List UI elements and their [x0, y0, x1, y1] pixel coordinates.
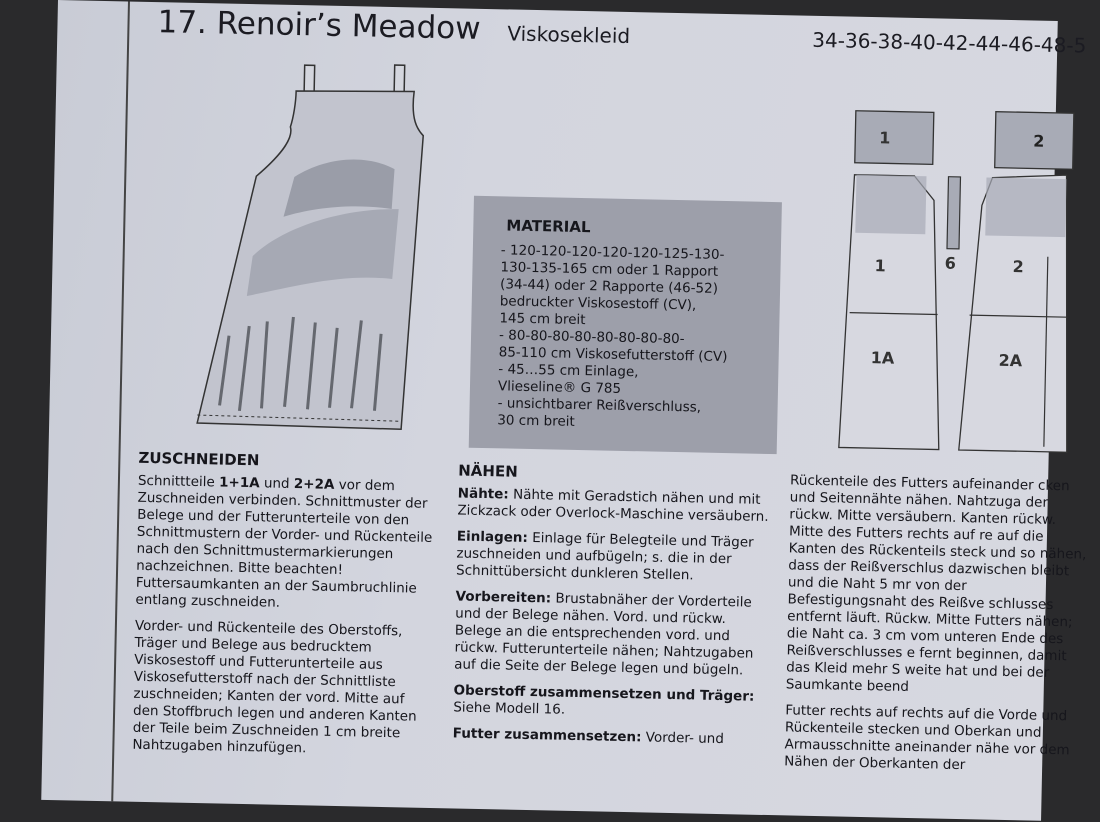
text-run: Nähte mit Geradstich nähen und mit Zickzack oder Overlock-Maschine versäubern.	[457, 486, 769, 525]
pattern-label: 1A	[870, 348, 895, 368]
material-box	[469, 196, 782, 454]
text-run-bold: 2+2A	[293, 476, 335, 493]
pattern-label: 2	[1033, 131, 1045, 151]
paragraph	[456, 528, 775, 586]
material-line: - 45…55 cm Einlage,	[498, 361, 639, 381]
material-title: MATERIAL	[506, 216, 591, 237]
naehen-section	[452, 462, 776, 758]
paragraph	[454, 588, 774, 680]
page-subtitle: Viskosekleid	[507, 21, 631, 48]
paragraph	[457, 485, 776, 526]
text-run-bold: Einlagen:	[456, 528, 529, 546]
material-list	[497, 242, 781, 435]
text-run-bold: Nähte:	[457, 485, 509, 503]
material-line: Vlieseline® G 785	[497, 378, 622, 397]
text-run: Schnittteile	[137, 472, 220, 491]
pattern-pieces	[839, 103, 1086, 458]
size-range: 34-36-38-40-42-44-46-48-5	[812, 27, 1087, 58]
magazine-page	[41, 0, 1087, 821]
material-line: 85-110 cm Viskosefutterstoff (CV)	[498, 344, 728, 366]
text-run: Siehe Modell 16.	[453, 699, 566, 718]
text-run: und	[259, 475, 295, 493]
pattern-label: 1	[879, 128, 891, 148]
pattern-label: 2	[1012, 257, 1024, 277]
text-run-bold: 1+1A	[218, 474, 260, 492]
paragraph	[453, 725, 771, 749]
material-line: - 120-120-120-120-120-125-130-	[500, 242, 725, 264]
text-run: Einlage für Belegteile und Träger zuschneiden und aufbügeln; s. die in der Schnittübersicht dunkleren Stellen.	[455, 529, 754, 584]
pattern-label: 1	[874, 256, 886, 276]
text-run-bold: Futter zusammensetzen:	[452, 725, 642, 746]
material-line: - 80-80-80-80-80-80-80-80-	[498, 327, 685, 348]
text-run: vor dem Zuschneiden verbinden. Schnittmuster der Belege und der Futterunterteile von den Schnittmustern der Vorder- und Rückenteile nach den Schnittmustermarkierungen nachzeichnen. Bitte beachten! Futtersaumkanten an der Saumbruchlinie entlang zuschneiden.	[135, 476, 433, 611]
text-run: Vorder- und	[641, 729, 725, 748]
page-margin-line	[111, 1, 130, 801]
right-column	[784, 472, 1090, 785]
section-heading: NÄHEN	[458, 461, 518, 481]
material-line: 145 cm breit	[499, 310, 586, 329]
material-line: (34-44) oder 2 Rapporte (46-52)	[499, 276, 719, 297]
material-line: - unsichtbarer Reißverschluss,	[497, 395, 702, 416]
section-heading: ZUSCHNEIDEN	[138, 448, 260, 470]
pattern-label: 2A	[998, 350, 1023, 371]
paragraph	[453, 682, 772, 723]
material-line: bedruckter Viskosestoff (CV),	[499, 293, 697, 314]
paragraph: Futter rechts auf rechts auf die Vorde und Rückenteile stecken und Oberkan und Armausschnitte aneinander nähe vor dem Nähen der Oberkanten der	[784, 702, 1070, 774]
dress-illustration	[189, 55, 437, 440]
paragraph: Vorder- und Rückenteile des Oberstoffs, Träger und Belege aus bedrucktem Viskosestoff und Futterunterteile aus Viskosefutterstoff nach der Schnittliste zuschneiden; Kanten der vord. Mitte auf den Stoffbruch legen und anderen Kanten der Teile beim Zuschneiden 1 cm breite Nahtzugaben hinzufügen.	[132, 617, 417, 757]
text-run-bold: Oberstoff zusammensetzen und Träger:	[453, 682, 755, 705]
paragraph: Rückenteile des Futters aufeinander cken und Seitennähte nähen. Nahtzuga der rückw. Mitte versäubern. Kanten rückw. Mitte des Futters rechts auf re auf die Kanten des Rückenteils steck und so nähen, dass der Reißverschlus dazwischen bleibt und die Naht 5 mr von der Befestigungsnaht des Reißve schlusses entfernt läuft. Rückw. Mitte Futters nähen; die Naht ca. 3 cm vom unteren Ende des Reißverschlusses e fernt beginnen, damit das Kleid mehr S weite hat und bei der Saumkante beend	[785, 472, 1087, 695]
text-run: Brustabnäher der Vorderteile und der Belege nähen. Vord. und rückw. Belege an die entsprechenden vord. und rückw. Futterunterteile nähen; Nahtzugaben auf die Seite der Belege legen und bügeln.	[454, 590, 754, 679]
text-run-bold: Vorbereiten:	[455, 588, 552, 607]
pattern-label: 6	[944, 253, 957, 273]
material-line: 30 cm breit	[497, 412, 575, 430]
paragraph	[135, 473, 438, 615]
material-line: 130-135-165 cm oder 1 Rapport	[500, 259, 719, 280]
page-title: 17. Renoir’s Meadow	[157, 4, 481, 47]
zuschneiden-section	[132, 450, 438, 769]
